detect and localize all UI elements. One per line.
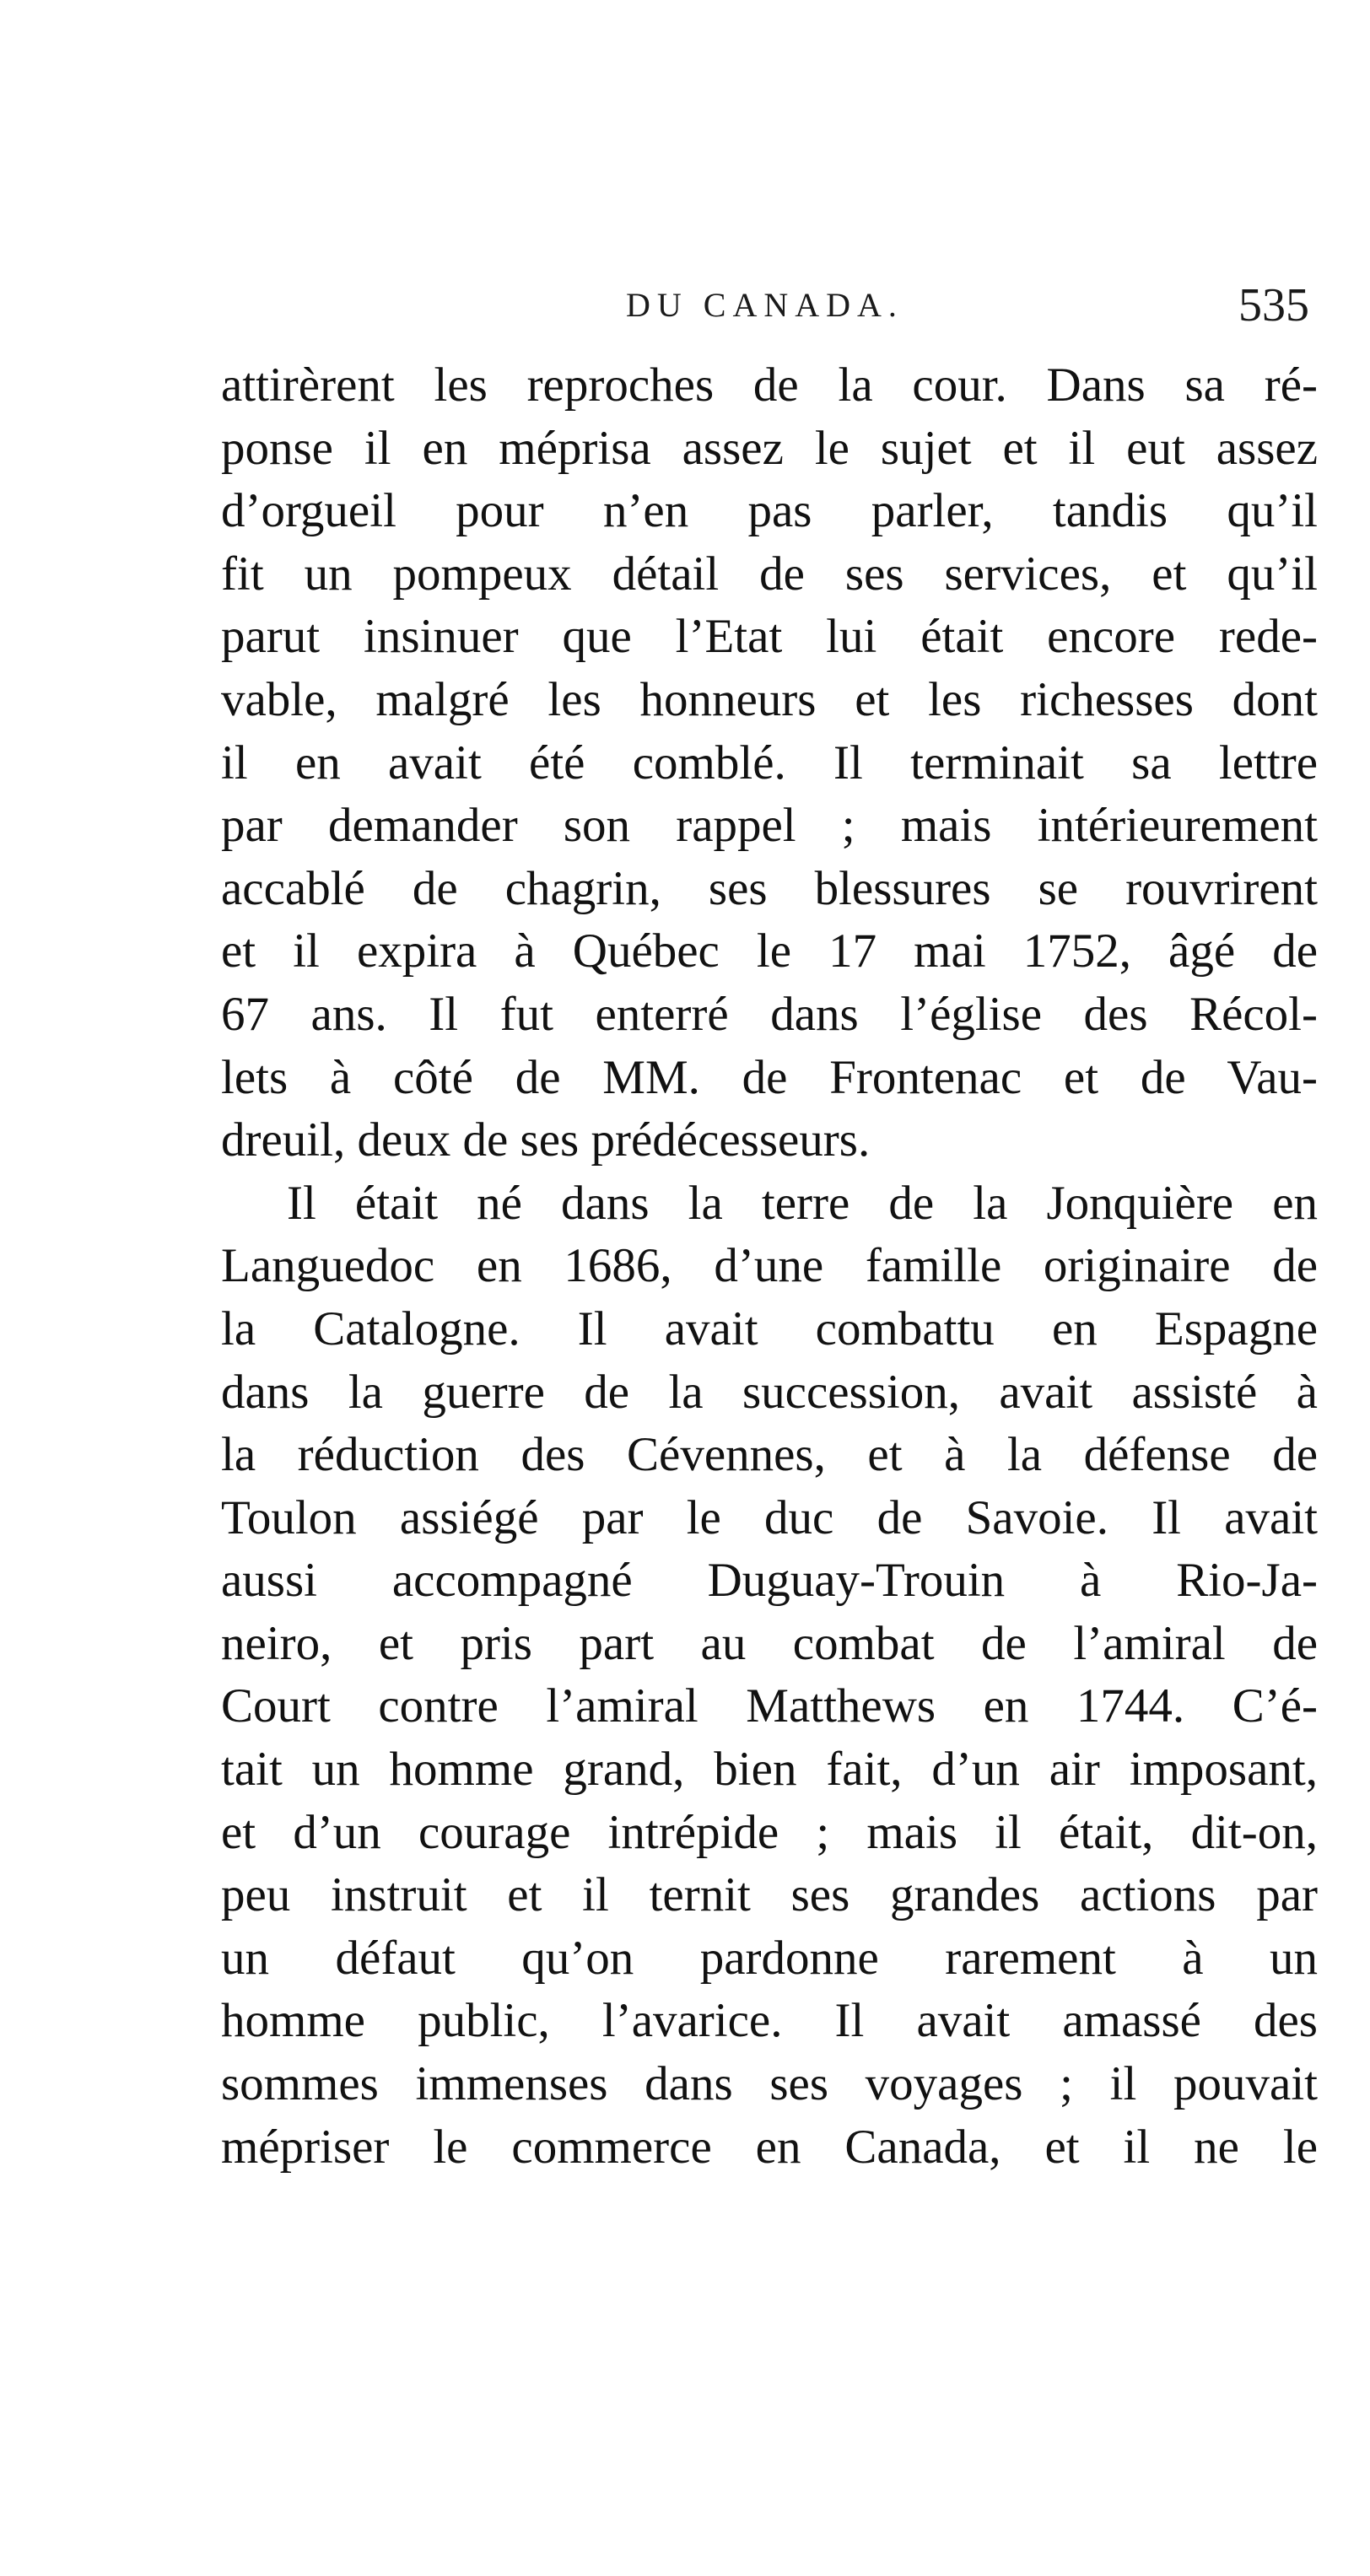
text-line: et d’un courage intrépide ; mais il était, dit-on, [221, 1805, 1318, 1859]
text-line: un défaut qu’on pardonne rarement à un [221, 1931, 1318, 1985]
text-line: mépriser le commerce en Canada, et il ne le [221, 2120, 1318, 2174]
page-number: 535 [1238, 279, 1309, 331]
text-line: 67 ans. Il fut enterré dans l’église des Récol- [221, 987, 1318, 1041]
text-line: et il expira à Québec le 17 mai 1752, âgé de [221, 924, 1318, 978]
paragraph-end-line: dreuil, deux de ses prédécesseurs. [221, 1113, 871, 1167]
text-line: attirèrent les reproches de la cour. Dans sa ré- [221, 358, 1318, 412]
text-line: homme public, l’avarice. Il avait amassé des [221, 1994, 1318, 2048]
text-line: ponse il en méprisa assez le sujet et il eut assez [221, 421, 1318, 475]
text-line: la Catalogne. Il avait combattu en Espagne [221, 1301, 1318, 1355]
text-line: fit un pompeux détail de ses services, et qu’il [221, 547, 1318, 601]
text-line: d’orgueil pour n’en pas parler, tandis qu’il [221, 484, 1318, 538]
text-line: accablé de chagrin, ses blessures se rouvrirent [221, 861, 1318, 915]
body-text [221, 354, 1318, 2179]
running-head [221, 278, 1335, 346]
text-line: dans la guerre de la succession, avait assisté à [221, 1365, 1318, 1419]
text-line: il en avait été comblé. Il terminait sa lettre [221, 736, 1318, 790]
text-line: par demander son rappel ; mais intérieurement [221, 799, 1318, 853]
text-line: parut insinuer que l’Etat lui était encore rede- [221, 610, 1318, 664]
text-line: peu instruit et il ternit ses grandes actions par [221, 1868, 1318, 1922]
text-line: Languedoc en 1686, d’une famille originaire de [221, 1239, 1318, 1293]
text-line: Toulon assiégé par le duc de Savoie. Il avait [221, 1490, 1318, 1544]
text-line: sommes immenses dans ses voyages ; il pouvait [221, 2057, 1318, 2111]
text-line: neiro, et pris part au combat de l’amiral de [221, 1616, 1318, 1670]
text-line: aussi accompagné Duguay-Trouin à Rio-Ja- [221, 1554, 1318, 1608]
paragraph-start-line: Il était né dans la terre de la Jonquière en [287, 1176, 1318, 1230]
running-title: DU CANADA. [626, 286, 903, 324]
text-line: tait un homme grand, bien fait, d’un air imposant, [221, 1743, 1318, 1797]
text-line: Court contre l’amiral Matthews en 1744. C’é- [221, 1679, 1318, 1733]
text-line: lets à côté de MM. de Frontenac et de Vau- [221, 1050, 1318, 1104]
text-line: vable, malgré les honneurs et les richesses dont [221, 672, 1318, 726]
text-line: la réduction des Cévennes, et à la défense de [221, 1428, 1318, 1482]
